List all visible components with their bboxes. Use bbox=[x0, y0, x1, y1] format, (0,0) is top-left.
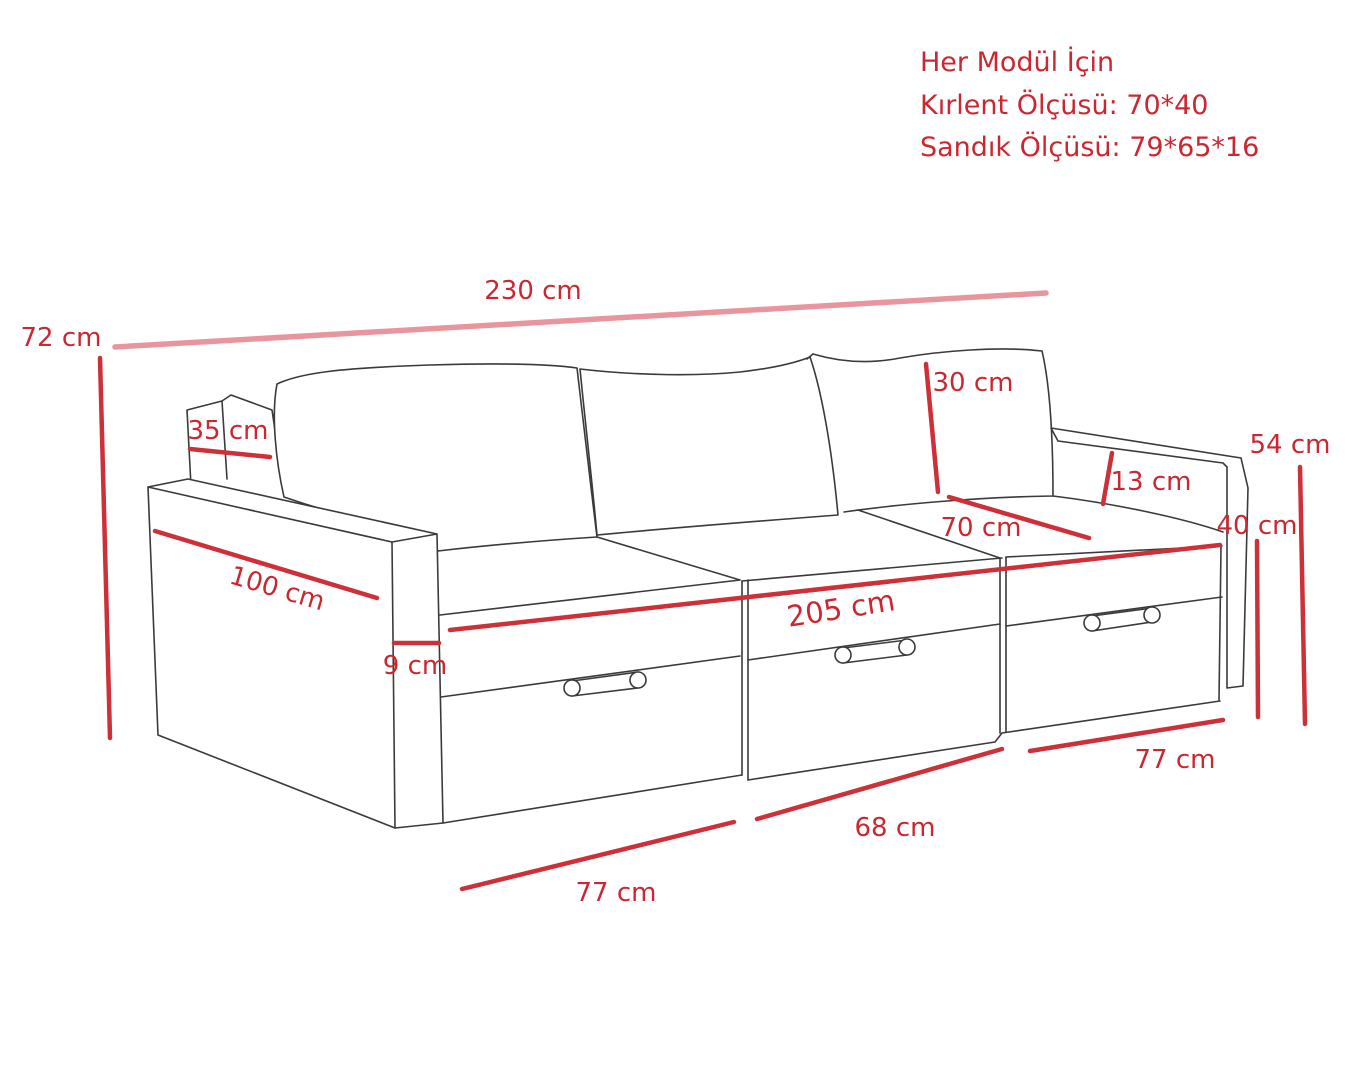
info-note bbox=[920, 42, 1259, 170]
dim-label-seat-height: 40 cm bbox=[1216, 511, 1298, 541]
dim-label-armrest-thickness: 9 cm bbox=[382, 651, 448, 681]
dim-label-total-width: 230 cm bbox=[484, 276, 582, 306]
dim-label-module-left-width: 77 cm bbox=[575, 878, 657, 908]
dim-label-right-arm-height: 54 cm bbox=[1249, 430, 1331, 460]
dimension-line-seat-height bbox=[1257, 541, 1258, 717]
dim-label-module-mid-width: 68 cm bbox=[854, 813, 936, 843]
dimension-line-back-height bbox=[100, 358, 110, 738]
dim-label-cushion-height: 30 cm bbox=[932, 368, 1014, 398]
dim-label-seat-depth: 70 cm bbox=[940, 513, 1022, 543]
dim-label-armrest-depth: 100 cm bbox=[225, 560, 329, 618]
dim-label-back-post-width: 35 cm bbox=[187, 416, 269, 446]
dim-label-back-height: 72 cm bbox=[20, 323, 102, 353]
info-note-line1: Her Modül İçin bbox=[920, 47, 1115, 78]
dimension-line-right-arm-height bbox=[1300, 467, 1305, 724]
info-note-line2: Kırlent Ölçüsü: 70*40 bbox=[920, 89, 1209, 121]
dim-label-seat-width: 205 cm bbox=[784, 583, 898, 634]
dim-label-arm-top-height: 13 cm bbox=[1110, 467, 1192, 497]
info-note-line3: Sandık Ölçüsü: 79*65*16 bbox=[920, 132, 1260, 164]
dim-label-module-right-width: 77 cm bbox=[1134, 745, 1216, 775]
